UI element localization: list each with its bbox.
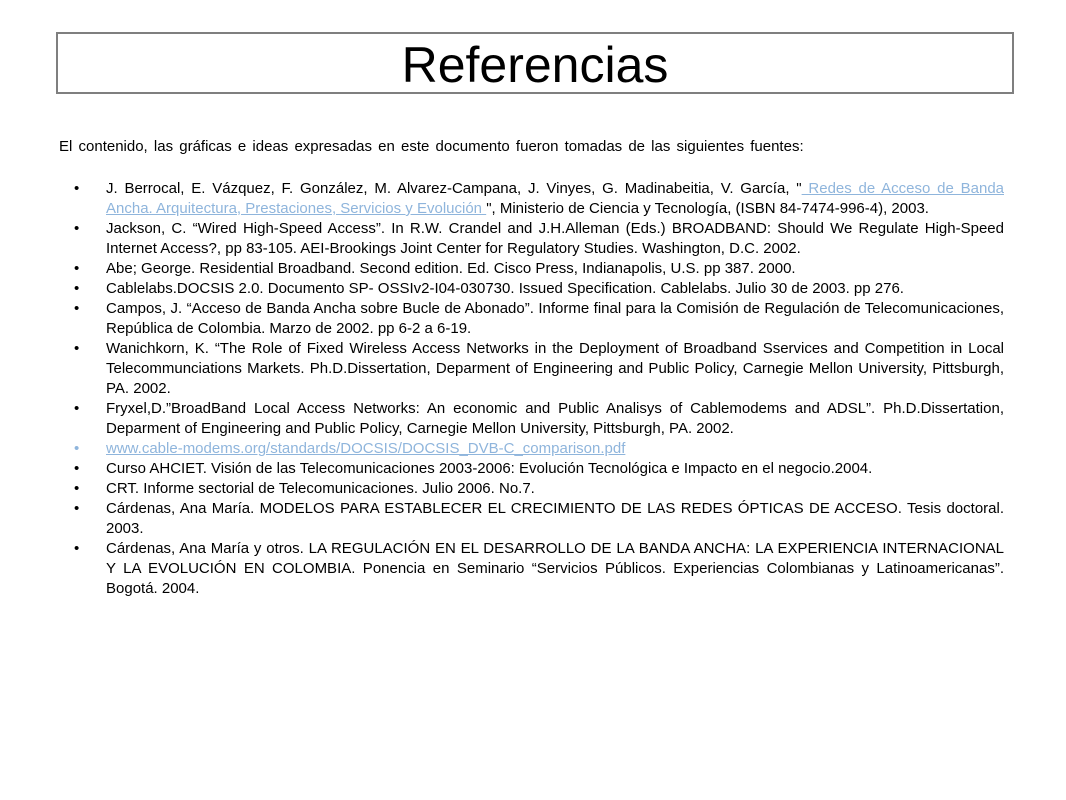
- bullet-icon: •: [74, 480, 80, 497]
- reference-text: Jackson, C. “Wired High-Speed Access”. In R.W. Crandel and J.H.Alleman (Eds.) BROADBAND: Should We Regulate High-Speed Internet Access?, pp 83-105. AEI-Brookings Joint Center for Regulatory Studies. Washington, D.C. 2002.: [106, 220, 1004, 257]
- list-item: [74, 539, 1004, 599]
- bullet-icon: •: [74, 280, 80, 297]
- list-item: [74, 499, 1004, 539]
- bullet-icon: •: [74, 180, 80, 197]
- reference-text: Cárdenas, Ana María. MODELOS PARA ESTABLECER EL CRECIMIENTO DE LAS REDES ÓPTICAS DE ACCESO. Tesis doctoral. 2003.: [106, 500, 1004, 537]
- reference-text: ", Ministerio de Ciencia y Tecnología, (ISBN 84-7474-996-4), 2003.: [486, 200, 929, 217]
- bullet-icon: •: [74, 460, 80, 477]
- reference-text: Curso AHCIET. Visión de las Telecomunicaciones 2003-2006: Evolución Tecnológica e Impacto en el negocio.2004.: [106, 460, 873, 477]
- list-item: [74, 479, 1004, 499]
- bullet-icon: •: [74, 260, 80, 277]
- page-title: Referencias: [401, 37, 669, 93]
- list-item: [74, 219, 1004, 259]
- bullet-icon: •: [74, 340, 80, 357]
- reference-text: Cablelabs.DOCSIS 2.0. Documento SP- OSSIv2-I04-030730. Issued Specification. Cablelabs. Julio 30 de 2003. pp 276.: [106, 280, 904, 297]
- bullet-icon: •: [74, 440, 80, 457]
- reference-url-link[interactable]: www.cable-modems.org/standards/DOCSIS/DOCSIS_DVB-C_comparison.pdf: [106, 440, 626, 457]
- bullet-icon: •: [74, 540, 80, 557]
- list-item: [74, 399, 1004, 439]
- reference-text: Campos, J. “Acceso de Banda Ancha sobre Bucle de Abonado”. Informe final para la Comisión de Regulación de Telecomunicaciones, República de Colombia. Marzo de 2002. pp 6-2 a 6-19.: [106, 300, 1004, 337]
- reference-text: Abe; George. Residential Broadband. Second edition. Ed. Cisco Press, Indianapolis, U.S. pp 387. 2000.: [106, 260, 796, 277]
- reference-text: J. Berrocal, E. Vázquez, F. González, M. Alvarez-Campana, J. Vinyes, G. Madinabeitia, V. García, ": [106, 180, 802, 197]
- title-box: [56, 32, 1014, 94]
- reference-link[interactable]: Redes de Acceso de Banda Ancha. Arquitectura, Prestaciones, Servicios y Evolución: [106, 180, 1004, 217]
- list-item: [74, 439, 1004, 459]
- intro-text: El contenido, las gráficas e ideas expresadas en este documento fueron tomadas de las siguientes fuentes:: [59, 138, 804, 155]
- list-item: [74, 299, 1004, 339]
- bullet-icon: •: [74, 220, 80, 237]
- bullet-icon: •: [74, 300, 80, 317]
- reference-text: Wanichkorn, K. “The Role of Fixed Wireless Access Networks in the Deployment of Broadband Sservices and Competition in Local Telecommunciations Markets. Ph.D.Dissertation, Deparment of Engineering and Public Policy, Carnegie Mellon University, Pittsburgh, PA. 2002.: [106, 340, 1004, 397]
- references-list: [74, 179, 1004, 599]
- bullet-icon: •: [74, 400, 80, 417]
- reference-text: Cárdenas, Ana María y otros. LA REGULACIÓN EN EL DESARROLLO DE LA BANDA ANCHA: LA EXPERIENCIA INTERNACIONAL Y LA EVOLUCIÓN EN COLOMBIA. Ponencia en Seminario “Servicios Públicos. Experiencias Colombianas y Latinoamericanas”. Bogotá. 2004.: [106, 540, 1004, 597]
- list-item: [74, 339, 1004, 399]
- bullet-icon: •: [74, 500, 80, 517]
- list-item: [74, 279, 1004, 299]
- list-item: [74, 459, 1004, 479]
- list-item: [74, 179, 1004, 219]
- reference-text: Fryxel,D.”BroadBand Local Access Networks: An economic and Public Analisys of Cablemodems and ADSL”. Ph.D.Dissertation, Deparment of Engineering and Public Policy, Carnegie Mellon University, Pittsburgh, PA. 2002.: [106, 400, 1004, 437]
- list-item: [74, 259, 1004, 279]
- reference-text: CRT. Informe sectorial de Telecomunicaciones. Julio 2006. No.7.: [106, 480, 535, 497]
